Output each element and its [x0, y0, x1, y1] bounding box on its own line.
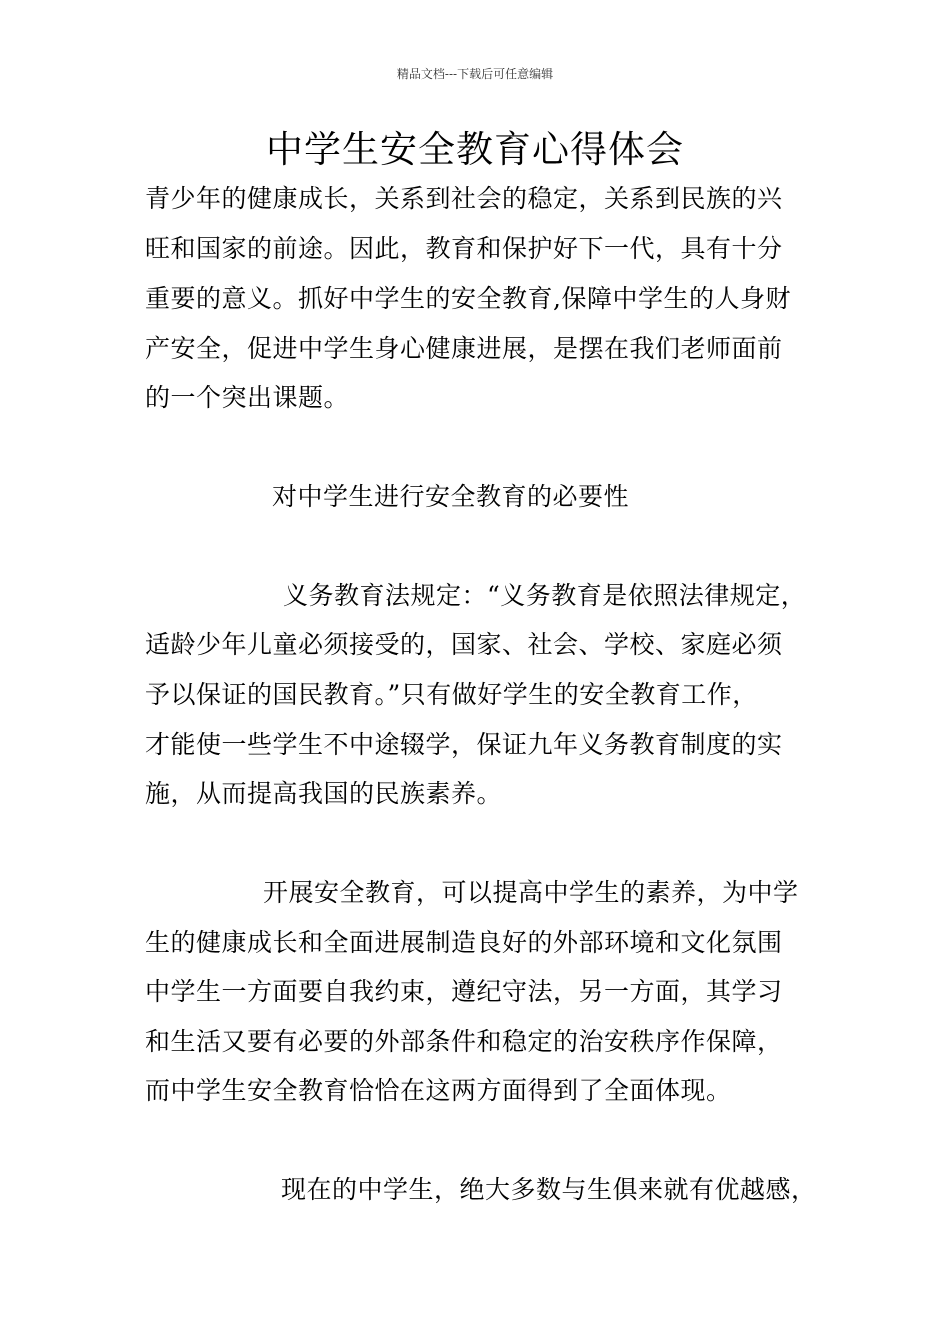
paragraph-line: 和生活又要有必要的外部条件和稳定的治安秩序作保障， — [145, 1027, 783, 1056]
section-heading: 对中学生进行安全教育的必要性 — [272, 482, 630, 511]
page-header: 精品文档---下载后可任意编辑 — [396, 67, 554, 81]
paragraph-line: 青少年的健康成长，关系到社会的稳定，关系到民族的兴 — [145, 184, 783, 213]
paragraph-line: 旺和国家的前途。因此，教育和保护好下一代，具有十分 — [145, 234, 783, 263]
paragraph-line: 而中学生安全教育恰恰在这两方面得到了全面体现。 — [145, 1076, 732, 1105]
paragraph-line: 施，从而提高我国的民族素养。 — [145, 779, 503, 808]
document-title: 中学生安全教育心得体会 — [266, 128, 684, 171]
paragraph-line: 适龄少年儿童必须接受的，国家、社会、学校、家庭必须 — [145, 630, 783, 659]
paragraph-line: 的一个突出课题。 — [145, 383, 350, 412]
paragraph-line: 义务教育法规定：“义务教育是依照法律规定， — [283, 581, 807, 610]
paragraph-line: 予以保证的国民教育。”只有做好学生的安全教育工作， — [145, 680, 758, 709]
paragraph-line: 开展安全教育，可以提高中学生的素养，为中学 — [263, 878, 799, 907]
paragraph-line: 才能使一些学生不中途辍学，保证九年义务教育制度的实 — [145, 730, 783, 759]
paragraph-line: 重要的意义。抓好中学生的安全教育,保障中学生的人身财 — [145, 284, 791, 313]
paragraph-line: 现在的中学生，绝大多数与生俱来就有优越感， — [281, 1175, 817, 1204]
paragraph-line: 生的健康成长和全面进展制造良好的外部环境和文化氛围 — [145, 928, 783, 957]
paragraph-line: 产安全，促进中学生身心健康进展，是摆在我们老师面前 — [145, 334, 783, 363]
paragraph-line: 中学生一方面要自我约束，遵纪守法，另一方面，其学习 — [145, 977, 783, 1006]
